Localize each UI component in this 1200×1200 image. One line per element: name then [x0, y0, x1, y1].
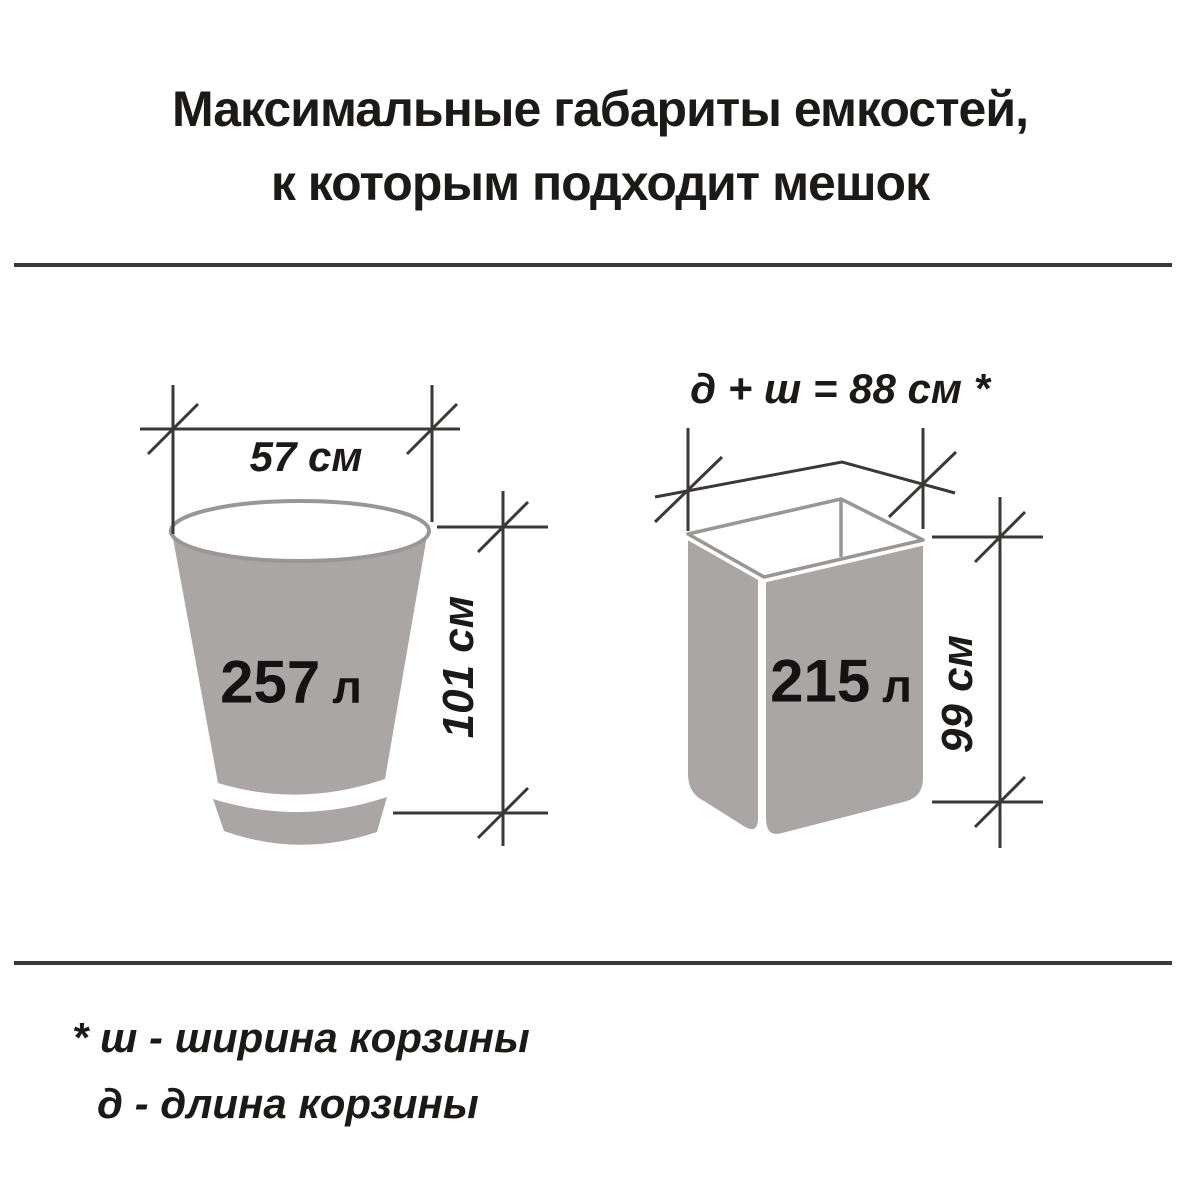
basket-left-face: [688, 534, 758, 829]
bucket-volume-label: [220, 648, 362, 717]
bucket-base: [213, 797, 387, 845]
basket-height-label: 99 см: [933, 634, 982, 754]
bucket-rim-opening: [171, 501, 429, 561]
basket-volume-label: [770, 647, 912, 716]
footnote: [72, 1005, 530, 1137]
basket-volume-value: 215: [770, 647, 871, 715]
title-line-2: к которым подходит мешок: [270, 155, 930, 211]
bottom-divider-line: [14, 961, 1172, 965]
bucket-width-label: 57 см: [249, 433, 363, 480]
footnote-line-1: * ш - ширина корзины: [72, 1014, 530, 1061]
bucket-height-label: 101 см: [434, 595, 483, 739]
title-line-1: Максимальные габариты емкостей,: [171, 81, 1028, 137]
basket-volume-unit: л: [882, 659, 912, 712]
footnote-line-2: д - длина корзины: [97, 1080, 479, 1127]
bucket-volume-value: 257: [220, 648, 321, 716]
bucket-volume-unit: л: [332, 660, 362, 713]
basket-dimension-formula-label: д + ш = 88 см *: [690, 365, 990, 412]
